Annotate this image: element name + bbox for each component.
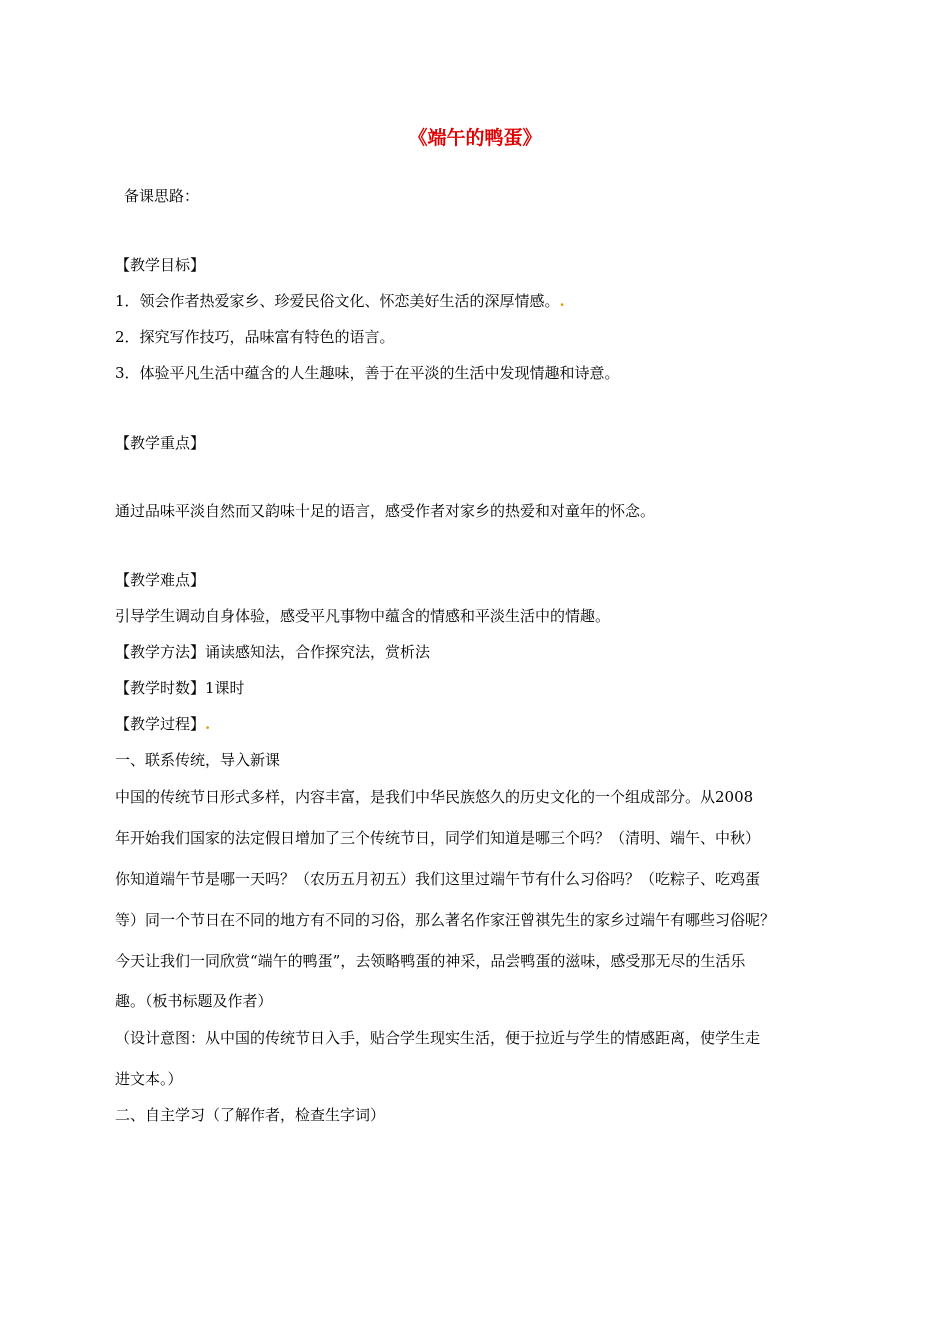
method-line: 【教学方法】诵读感知法，合作探究法，赏析法 bbox=[115, 643, 431, 661]
key-heading: 【教学重点】 bbox=[115, 434, 206, 452]
section1-line-5: 今天让我们一同欣赏“端午的鸭蛋”，去领略鸭蛋的神采，品尝鸭蛋的滋味，感受那无尽的生活乐 bbox=[115, 952, 746, 970]
document-title: 《端午的鸭蛋》 bbox=[408, 127, 542, 149]
goals-heading: 【教学目标】 bbox=[115, 256, 206, 274]
process-dot-mark: . bbox=[205, 715, 211, 733]
process-heading: 【教学过程】 bbox=[115, 715, 206, 733]
difficulty-heading: 【教学难点】 bbox=[115, 571, 206, 589]
goal-dot-mark: . bbox=[559, 292, 565, 310]
prep-label: 备课思路： bbox=[124, 187, 200, 205]
section1-line-6: 趣。（板书标题及作者） bbox=[115, 992, 273, 1010]
section1-line-3: 你知道端午节是哪一天吗？（农历五月初五）我们这里过端午节有什么习俗吗？（吃粽子、吃鸡蛋 bbox=[115, 870, 761, 888]
key-text: 通过品味平淡自然而又韵味十足的语言，感受作者对家乡的热爱和对童年的怀念。 bbox=[115, 502, 656, 520]
section1-heading: 一、联系传统，导入新课 bbox=[115, 751, 281, 769]
difficulty-text: 引导学生调动自身体验，感受平凡事物中蕴含的情感和平淡生活中的情趣。 bbox=[115, 607, 611, 625]
section1-line-1: 中国的传统节日形式多样，内容丰富，是我们中华民族悠久的历史文化的一个组成部分。从2008 bbox=[115, 788, 754, 806]
goal-item-1 bbox=[115, 290, 845, 312]
design-line-1: （设计意图：从中国的传统节日入手，贴合学生现实生活，便于拉近与学生的情感距离，使学生走 bbox=[115, 1029, 761, 1047]
section1-line-2: 年开始我们国家的法定假日增加了三个传统节日，同学们知道是哪三个吗？（清明、端午、中秋） bbox=[115, 829, 761, 847]
hours-line: 【教学时数】1课时 bbox=[115, 679, 245, 697]
design-line-2: 进文本。） bbox=[115, 1070, 183, 1088]
process-heading-line bbox=[115, 713, 845, 735]
goal-item-2: 2．探究写作技巧，品味富有特色的语言。 bbox=[115, 328, 395, 346]
goal-item-1-text: 1．领会作者热爱家乡、珍爱民俗文化、怀恋美好生活的深厚情感。 bbox=[115, 292, 560, 310]
goal-item-3: 3．体验平凡生活中蕴含的人生趣味，善于在平淡的生活中发现情趣和诗意。 bbox=[115, 364, 620, 382]
section1-line-4: 等）同一个节日在不同的地方有不同的习俗，那么著名作家汪曾祺先生的家乡过端午有哪些习俗呢？ bbox=[115, 911, 776, 929]
section2-heading: 二、自主学习（了解作者，检查生字词） bbox=[115, 1106, 386, 1124]
